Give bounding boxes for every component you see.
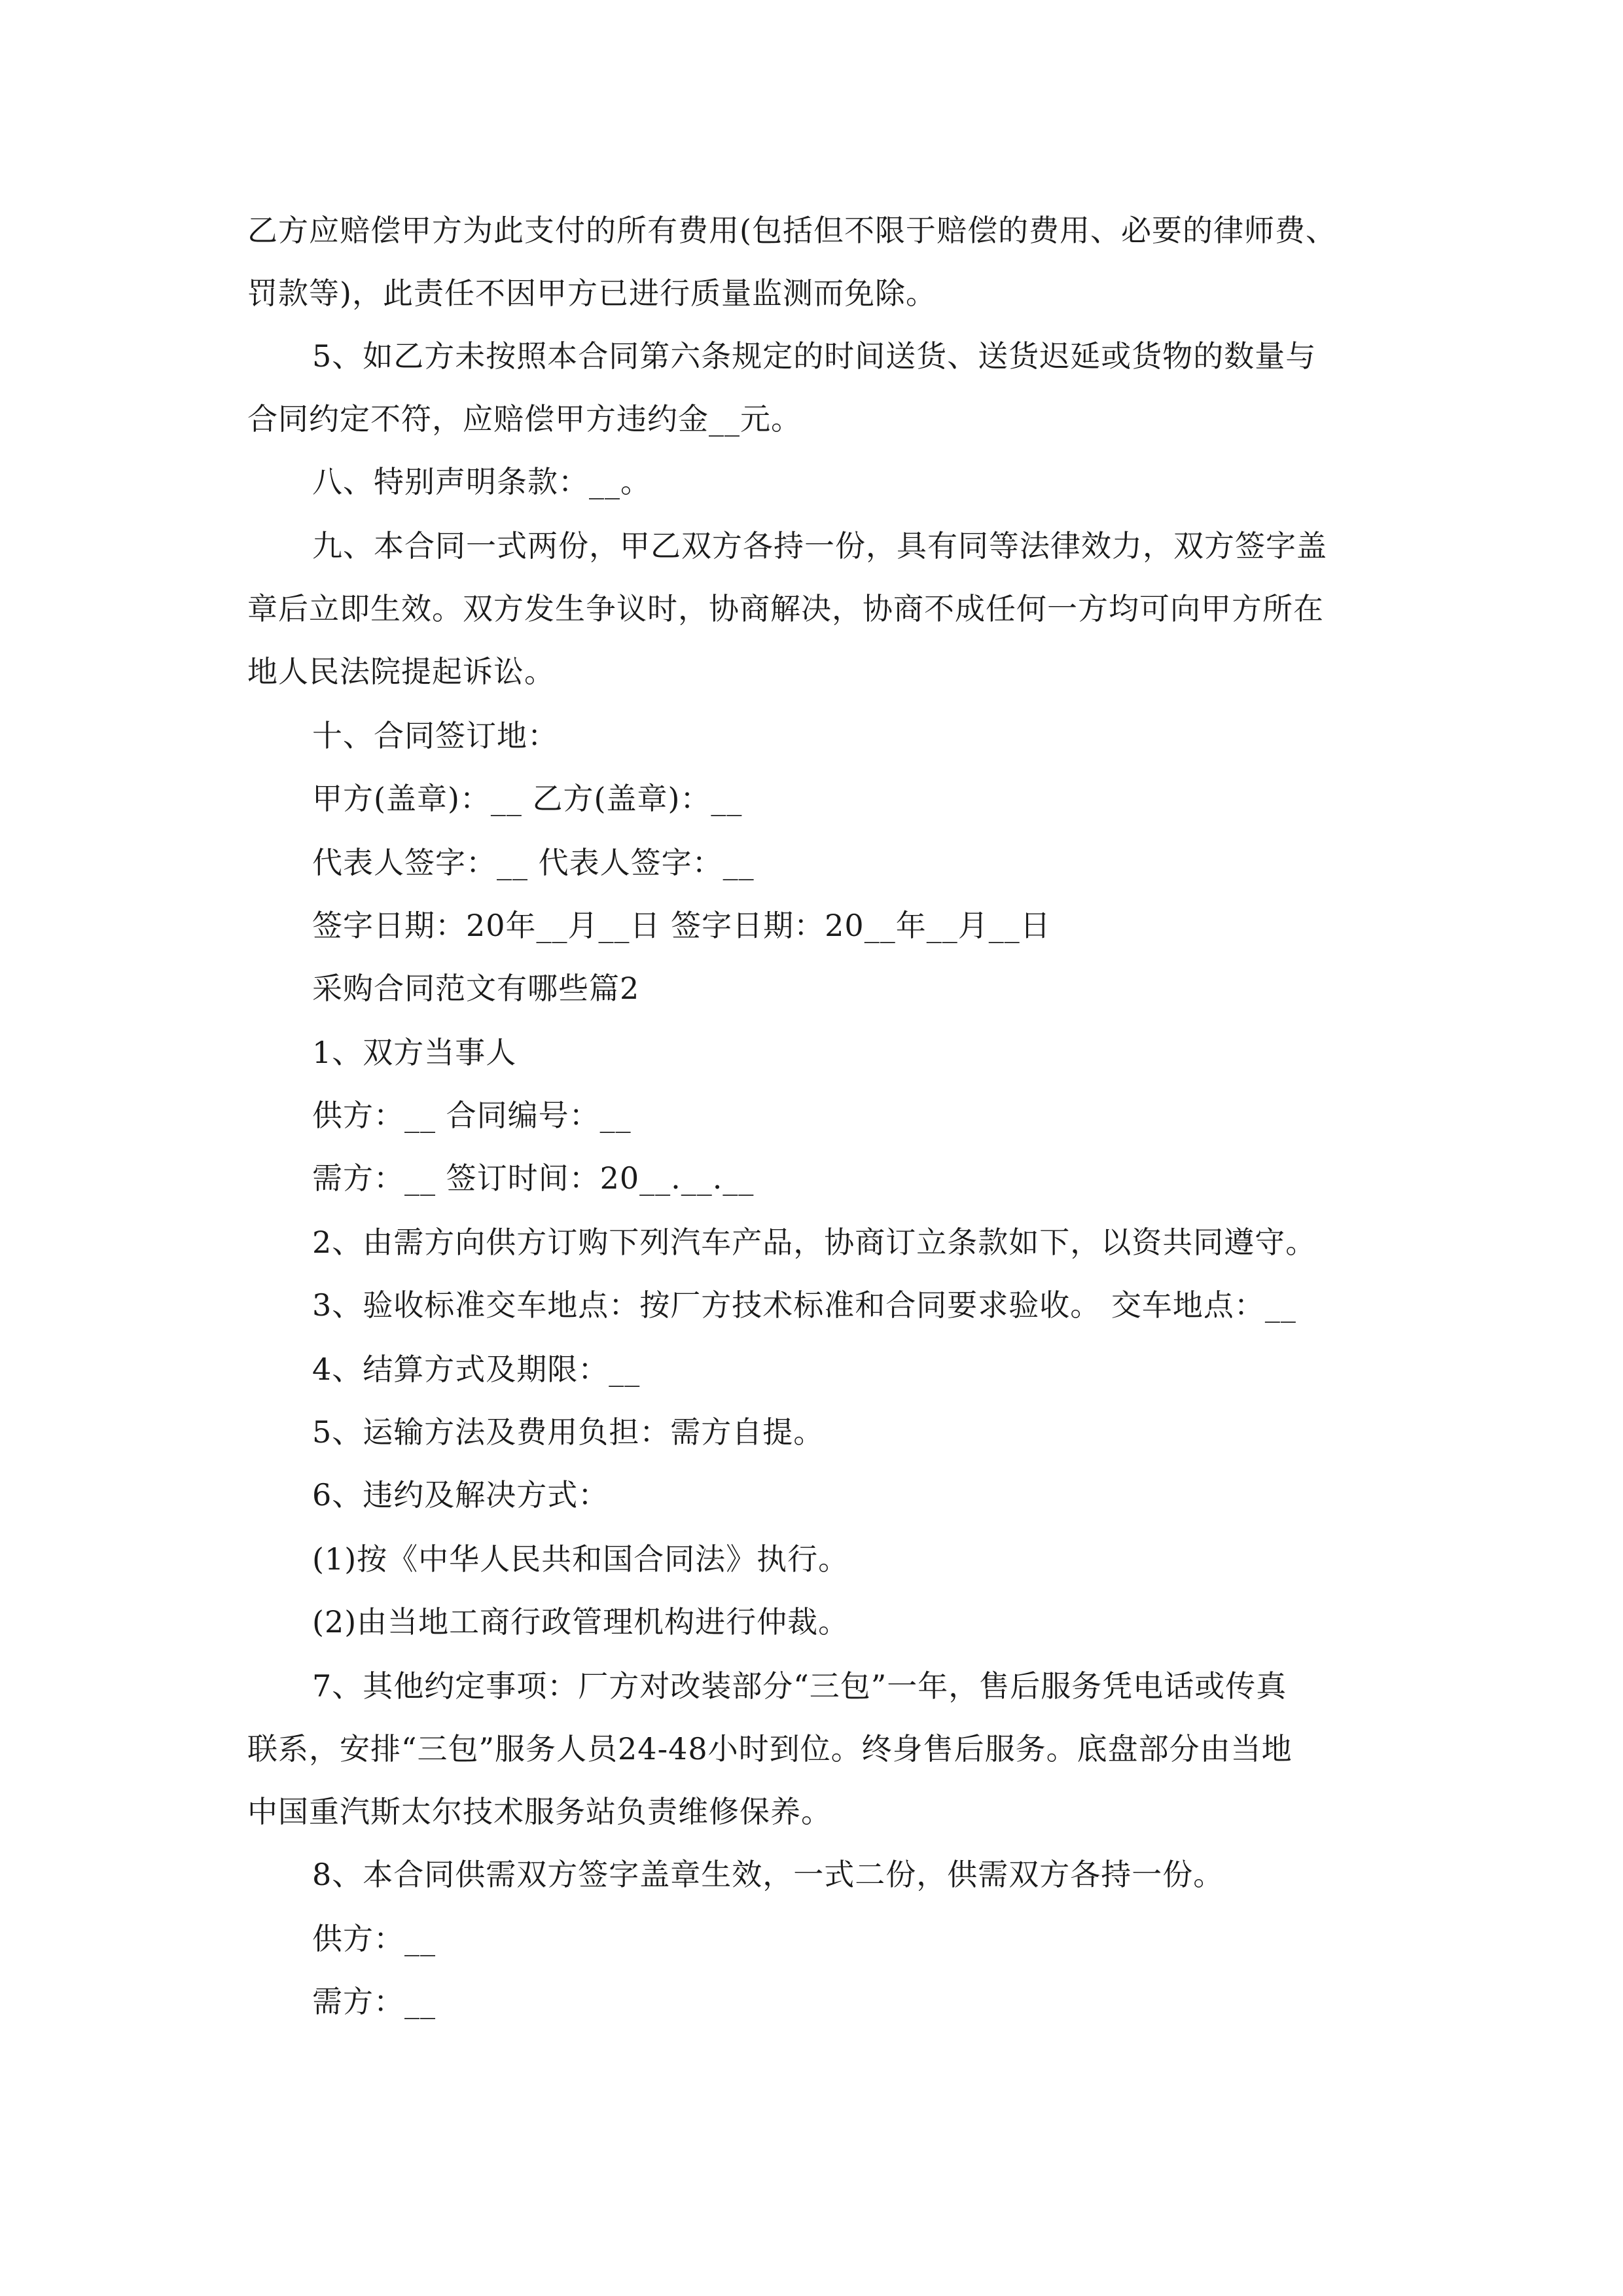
text-line: 签字日期：20年__月__日 签字日期：20__年__月__日 bbox=[312, 908, 1051, 943]
section-heading: 采购合同范文有哪些篇2 bbox=[312, 971, 640, 1006]
text-line: 合同约定不符，应赔偿甲方违约金__元。 bbox=[247, 401, 802, 437]
text-line: 4、结算方式及期限：__ bbox=[312, 1352, 641, 1387]
text-line: 中国重汽斯太尔技术服务站负责维修保养。 bbox=[247, 1794, 832, 1829]
text-line: 章后立即生效。双方发生争议时，协商解决，协商不成任何一方均可向甲方所在 bbox=[247, 591, 1324, 626]
text-line: 3、验收标准交车地点：按厂方技术标准和合同要求验收。 交车地点：__ bbox=[312, 1287, 1296, 1323]
text-line: 2、由需方向供方订购下列汽车产品，协商订立条款如下，以资共同遵守。 bbox=[312, 1225, 1317, 1260]
text-line: 5、如乙方未按照本合同第六条规定的时间送货、送货迟延或货物的数量与 bbox=[312, 338, 1317, 374]
text-line: 需方：__ bbox=[312, 1984, 436, 2019]
text-line: 1、双方当事人 bbox=[312, 1035, 517, 1070]
text-line: (2)由当地工商行政管理机构进行仲裁。 bbox=[312, 1604, 849, 1640]
text-line: 罚款等)，此责任不因甲方已进行质量监测而免除。 bbox=[247, 276, 936, 311]
text-line: 八、特别声明条款：__。 bbox=[312, 464, 651, 499]
text-line: 6、违约及解决方式： bbox=[312, 1477, 609, 1513]
text-line: 九、本合同一式两份，甲乙双方各持一份，具有同等法律效力，双方签字盖 bbox=[312, 528, 1327, 564]
text-line: 8、本合同供需双方签字盖章生效，一式二份，供需双方各持一份。 bbox=[312, 1857, 1224, 1892]
text-line: 甲方(盖章)：__ 乙方(盖章)：__ bbox=[312, 781, 743, 816]
text-line: 供方：__ 合同编号：__ bbox=[312, 1098, 632, 1133]
text-line: 5、运输方法及费用负担：需方自提。 bbox=[312, 1414, 825, 1450]
text-line: 代表人签字：__ 代表人签字：__ bbox=[312, 845, 755, 880]
text-line: 7、其他约定事项：厂方对改装部分“三包”一年，售后服务凭电话或传真 bbox=[312, 1668, 1287, 1704]
text-line: 联系，安排“三包”服务人员24-48小时到位。终身售后服务。底盘部分由当地 bbox=[247, 1731, 1293, 1767]
text-line: 十、合同签订地： bbox=[312, 718, 558, 753]
text-line: (1)按《中华人民共和国合同法》执行。 bbox=[312, 1541, 849, 1577]
text-line: 乙方应赔偿甲方为此支付的所有费用(包括但不限于赔偿的费用、必要的律师费、 bbox=[247, 213, 1336, 248]
text-line: 供方：__ bbox=[312, 1921, 436, 1956]
text-line: 地人民法院提起诉讼。 bbox=[247, 654, 555, 689]
text-line: 需方：__ 签订时间：20__.__.__ bbox=[312, 1160, 755, 1196]
